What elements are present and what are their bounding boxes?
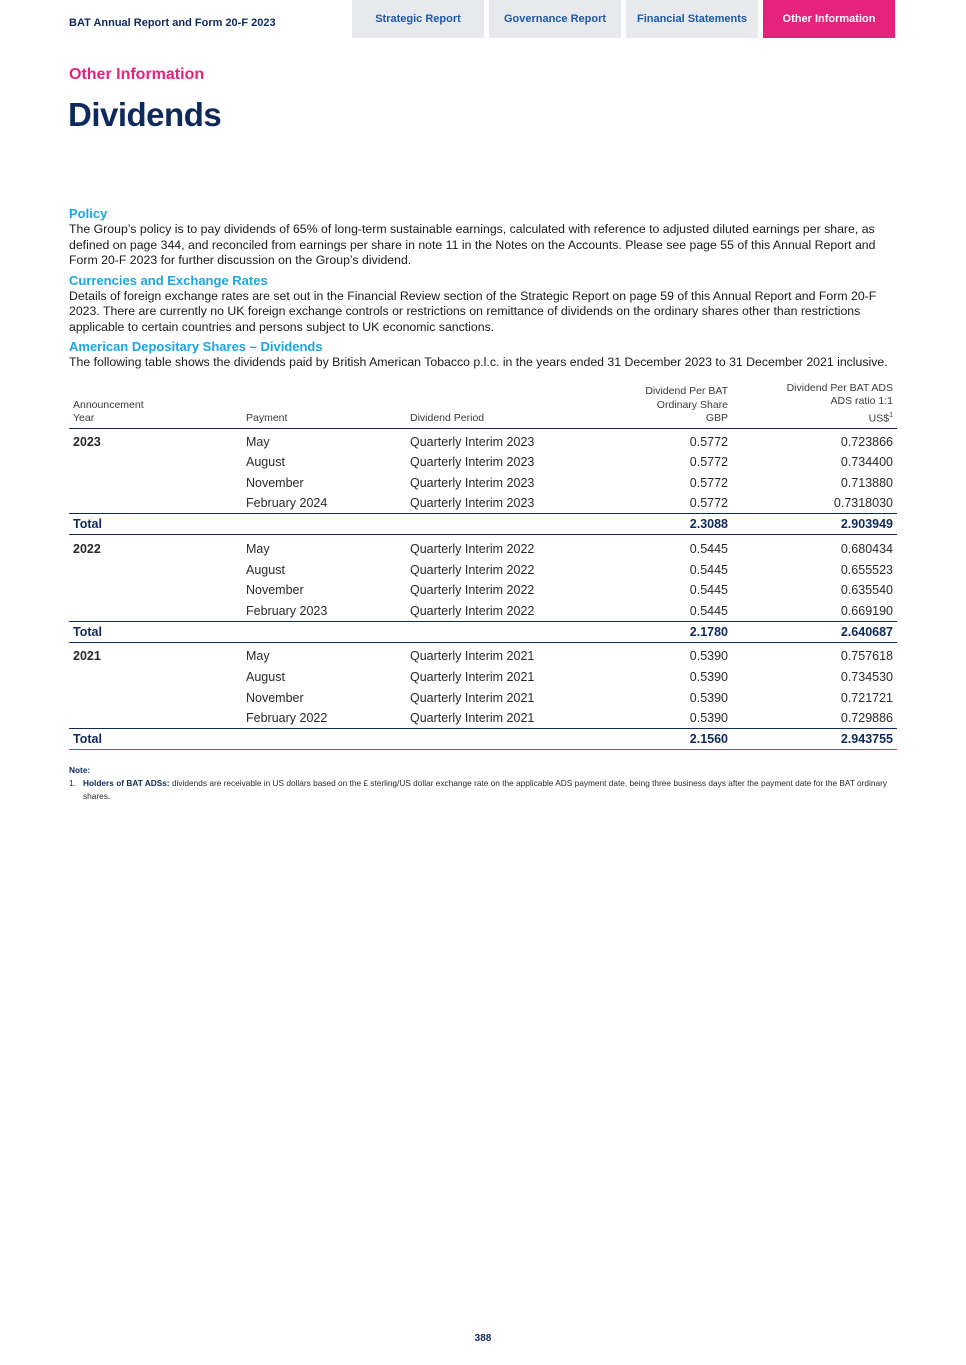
total-gbp: 2.3088 bbox=[577, 514, 732, 535]
payment-cell: February 2024 bbox=[246, 496, 328, 510]
header-gbp: Dividend Per BAT Ordinary Share GBP bbox=[577, 382, 732, 429]
usd-cell: 0.734400 bbox=[840, 455, 893, 470]
note-item bbox=[69, 777, 897, 803]
period-cell: Quarterly Interim 2022 bbox=[410, 603, 535, 618]
header-payment: Payment bbox=[242, 382, 406, 429]
tab-other-information[interactable]: Other Information bbox=[763, 0, 895, 38]
table-header-row bbox=[69, 382, 897, 429]
report-title: BAT Annual Report and Form 20-F 2023 bbox=[69, 17, 276, 29]
gbp-cell: 0.5445 bbox=[689, 562, 728, 577]
usd-cell: 0.713880 bbox=[840, 475, 893, 490]
total-label: Total bbox=[69, 729, 242, 750]
gbp-cell: 0.5445 bbox=[689, 603, 728, 618]
year-cell: 2021 bbox=[73, 649, 101, 664]
usd-cell: 0.669190 bbox=[840, 603, 893, 618]
usd-cell: 0.655523 bbox=[840, 562, 893, 577]
total-label: Total bbox=[69, 621, 242, 642]
total-row bbox=[69, 514, 897, 535]
section-tabs bbox=[352, 0, 895, 38]
table-row bbox=[69, 688, 897, 709]
tab-governance-report[interactable]: Governance Report bbox=[489, 0, 621, 38]
total-row bbox=[69, 621, 897, 642]
payment-cell: August bbox=[246, 670, 285, 685]
total-row bbox=[69, 729, 897, 750]
total-label: Total bbox=[69, 514, 242, 535]
gbp-cell: 0.5390 bbox=[689, 670, 728, 685]
policy-heading: Policy bbox=[69, 206, 108, 221]
usd-cell: 0.734530 bbox=[840, 670, 893, 685]
payment-cell: February 2022 bbox=[246, 711, 328, 725]
currencies-text: Details of foreign exchange rates are set out in the Financial Review section of the Strategic Report on page 59 of this Annual Report and Form 20-F 2023. There are currently no UK foreign exchange controls or restrictions on remittance of dividends on the ordinary shares other than restrictions applicable to certain countries and persons subject to UK economic sanctions. bbox=[69, 288, 877, 334]
payment-cell: November bbox=[246, 690, 304, 705]
table-row bbox=[69, 560, 897, 581]
currencies-heading: Currencies and Exchange Rates bbox=[69, 272, 268, 288]
period-cell: Quarterly Interim 2023 bbox=[410, 434, 535, 449]
gbp-cell: 0.5390 bbox=[689, 690, 728, 705]
year-cell: 2022 bbox=[73, 541, 101, 556]
payment-cell: November bbox=[246, 475, 304, 490]
ads-text: The following table shows the dividends paid by British American Tobacco p.l.c. in the years ended 31 December 2023 to 31 December 2021 inclusive. bbox=[69, 355, 888, 369]
year-cell: 2023 bbox=[73, 434, 101, 449]
tab-financial-statements[interactable]: Financial Statements bbox=[626, 0, 758, 38]
dividends-table bbox=[69, 382, 897, 751]
gbp-cell: 0.5390 bbox=[689, 711, 728, 725]
header-period: Dividend Period bbox=[406, 382, 577, 429]
gbp-cell: 0.5772 bbox=[689, 496, 728, 510]
gbp-cell: 0.5390 bbox=[689, 649, 728, 664]
payment-cell: February 2023 bbox=[246, 603, 328, 618]
payment-cell: May bbox=[246, 649, 270, 664]
usd-cell: 0.757618 bbox=[840, 649, 893, 664]
table-row bbox=[69, 452, 897, 473]
period-cell: Quarterly Interim 2023 bbox=[410, 475, 535, 490]
period-cell: Quarterly Interim 2021 bbox=[410, 649, 535, 664]
period-cell: Quarterly Interim 2022 bbox=[410, 583, 535, 598]
table-row bbox=[69, 535, 897, 560]
usd-cell: 0.680434 bbox=[840, 541, 893, 556]
header-year: Announcement Year bbox=[69, 382, 242, 429]
main-content bbox=[69, 205, 897, 803]
total-usd: 2.640687 bbox=[732, 621, 897, 642]
usd-cell: 0.721721 bbox=[840, 690, 893, 705]
period-cell: Quarterly Interim 2023 bbox=[410, 496, 535, 510]
usd-cell: 0.635540 bbox=[840, 583, 893, 598]
payment-cell: May bbox=[246, 541, 270, 556]
gbp-cell: 0.5772 bbox=[689, 475, 728, 490]
table-row bbox=[69, 708, 897, 729]
gbp-cell: 0.5772 bbox=[689, 455, 728, 470]
period-cell: Quarterly Interim 2023 bbox=[410, 455, 535, 470]
period-cell: Quarterly Interim 2021 bbox=[410, 670, 535, 685]
table-row bbox=[69, 601, 897, 622]
table-row bbox=[69, 580, 897, 601]
section-label: Other Information bbox=[69, 66, 205, 83]
usd-cell: 0.729886 bbox=[840, 711, 893, 725]
period-cell: Quarterly Interim 2021 bbox=[410, 690, 535, 705]
policy-text: The Group’s policy is to pay dividends of 65% of long-term sustainable earnings, calculated with reference to adjusted diluted earnings per share, as defined on page 344, and reconciled from earnings per share in note 11 in the Notes on the Accounts. Please see page 55 of this Annual Report and Form 20-F 2023 for further discussion on the Group’s dividend. bbox=[69, 222, 876, 267]
period-cell: Quarterly Interim 2022 bbox=[410, 541, 535, 556]
payment-cell: November bbox=[246, 583, 304, 598]
tab-strategic-report[interactable]: Strategic Report bbox=[352, 0, 484, 38]
ads-heading: American Depositary Shares – Dividends bbox=[69, 339, 323, 354]
table-row bbox=[69, 428, 897, 452]
note-title: Note: bbox=[69, 765, 91, 775]
payment-cell: August bbox=[246, 455, 285, 470]
table-row bbox=[69, 473, 897, 494]
total-gbp: 2.1560 bbox=[577, 729, 732, 750]
payment-cell: August bbox=[246, 562, 285, 577]
page-title: Dividends bbox=[68, 96, 222, 133]
gbp-cell: 0.5445 bbox=[689, 541, 728, 556]
table-row bbox=[69, 493, 897, 514]
usd-cell: 0.723866 bbox=[840, 434, 893, 449]
table-row bbox=[69, 667, 897, 688]
period-cell: Quarterly Interim 2022 bbox=[410, 562, 535, 577]
note-text: Holders of BAT ADSs: dividends are receivable in US dollars based on the £ sterling/US dollar exchange rate on the applicable ADS payment date, being three business days after the payment date for the BAT ordinary shares. bbox=[83, 778, 888, 801]
total-usd: 2.943755 bbox=[732, 729, 897, 750]
gbp-cell: 0.5772 bbox=[689, 434, 728, 449]
usd-cell: 0.7318030 bbox=[833, 496, 893, 510]
total-usd: 2.903949 bbox=[732, 514, 897, 535]
gbp-cell: 0.5445 bbox=[689, 583, 728, 598]
payment-cell: May bbox=[246, 434, 270, 449]
header-usd: Dividend Per BAT ADS ADS ratio 1:1 US\$$^1$ bbox=[732, 382, 897, 429]
period-cell: Quarterly Interim 2021 bbox=[410, 711, 535, 725]
total-gbp: 2.1780 bbox=[577, 621, 732, 642]
page-number: 388 bbox=[474, 1333, 492, 1344]
note-number: 1. bbox=[69, 778, 76, 788]
table-note bbox=[69, 764, 897, 803]
table-row bbox=[69, 642, 897, 667]
